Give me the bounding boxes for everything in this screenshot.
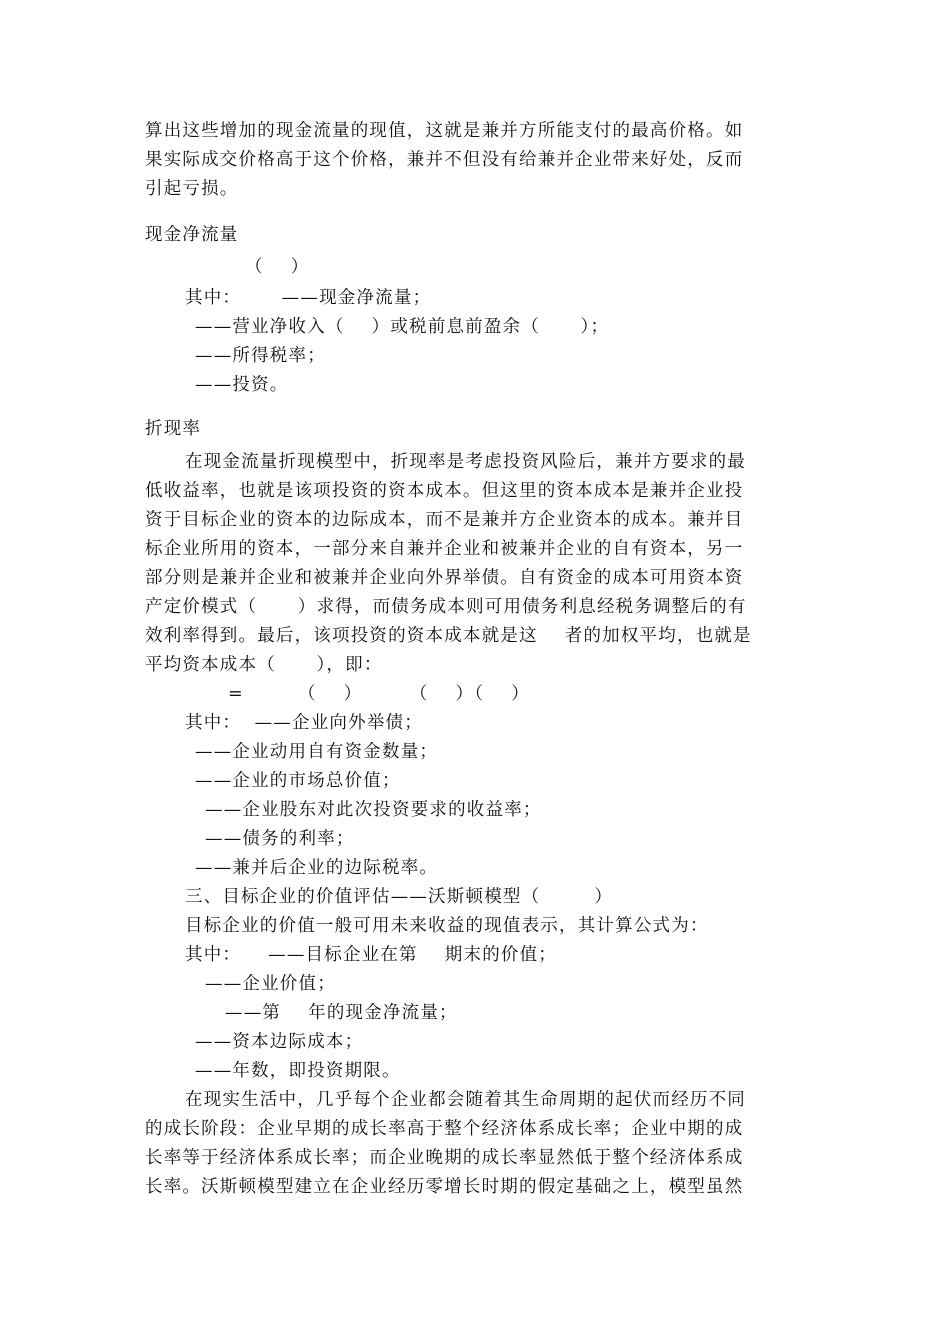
definition-line: ——第 年的现金净流量； xyxy=(225,1003,458,1023)
growth-line: 长率等于经济体系成长率；而企业晚期的成长率显然低于整个经济体系成 xyxy=(145,1148,744,1168)
definition-line: ——企业股东对此次投资要求的收益率； xyxy=(205,800,542,820)
growth-line: 的成长阶段：企业早期的成长率高于整个经济体系成长率；企业中期的成 xyxy=(145,1119,744,1139)
definition-line: 其中： ——企业向外举债； xyxy=(185,713,423,733)
intro-line: 算出这些增加的现金流量的现值，这就是兼并方所能支付的最高价格。如 xyxy=(145,121,744,141)
definition-line: ——年数，即投资期限。 xyxy=(195,1061,401,1081)
wacc-formula: = （ ） （ ）（ ） xyxy=(228,684,530,704)
discount-line: 部分则是兼并企业和被兼并企业向外界举债。自有资金的成本可用资本资 xyxy=(145,568,744,588)
heading-discount-rate: 折现率 xyxy=(145,419,202,439)
definition-line: ——所得税率； xyxy=(195,346,326,366)
discount-line: 低收益率，也就是该项投资的资本成本。但这里的资本成本是兼并企业投 xyxy=(145,481,744,501)
definition-line: ——债务的利率； xyxy=(205,829,355,849)
definition-line: ——企业的市场总价值； xyxy=(195,771,401,791)
definition-line: ——投资。 xyxy=(195,375,289,395)
definition-line: ——兼并后企业的边际税率。 xyxy=(195,858,439,878)
weston-intro: 目标企业的价值一般可用未来收益的现值表示，其计算公式为： xyxy=(185,916,709,936)
definition-line: 其中： ——目标企业在第 期末的价值； xyxy=(185,945,558,965)
discount-line: 效利率得到。最后，该项投资的资本成本就是这 者的加权平均，也就是 xyxy=(145,626,752,646)
intro-line: 果实际成交价格高于这个价格，兼并不但没有给兼并企业带来好处，反而 xyxy=(145,150,744,170)
intro-line: 引起亏损。 xyxy=(145,179,239,199)
heading-weston: 三、目标企业的价值评估——沃斯顿模型（ ） xyxy=(185,887,614,907)
growth-line: 在现实生活中，几乎每个企业都会随着其生命周期的起伏而经历不同 xyxy=(185,1090,746,1110)
discount-line: 产定价模式（ ）求得，而债务成本则可用债务利息经税务调整后的有 xyxy=(145,597,747,617)
definition-line: ——资本边际成本； xyxy=(195,1032,364,1052)
definition-line: 其中： ——现金净流量； xyxy=(185,288,432,308)
heading-cash-flow: 现金净流量 xyxy=(145,225,239,245)
discount-line: 资于目标企业的资本的边际成本，而不是兼并方企业资本的成本。兼并目 xyxy=(145,510,744,530)
discount-line: 在现金流量折现模型中，折现率是考虑投资风险后，兼并方要求的最 xyxy=(185,452,746,472)
discount-line: 标企业所用的资本，一部分来自兼并企业和被兼并企业的自有资本，另一 xyxy=(145,539,744,559)
growth-line: 长率。沃斯顿模型建立在企业经历零增长时期的假定基础之上，模型虽然 xyxy=(145,1177,744,1197)
definition-line: ——营业净收入（ ）或税前息前盈余（ ）； xyxy=(195,317,610,337)
definition-line: ——企业动用自有资金数量； xyxy=(195,742,439,762)
discount-line: 平均资本成本（ ），即： xyxy=(145,655,383,675)
cash-flow-formula: （ ） xyxy=(245,257,310,277)
definition-line: ——企业价值； xyxy=(205,974,336,994)
